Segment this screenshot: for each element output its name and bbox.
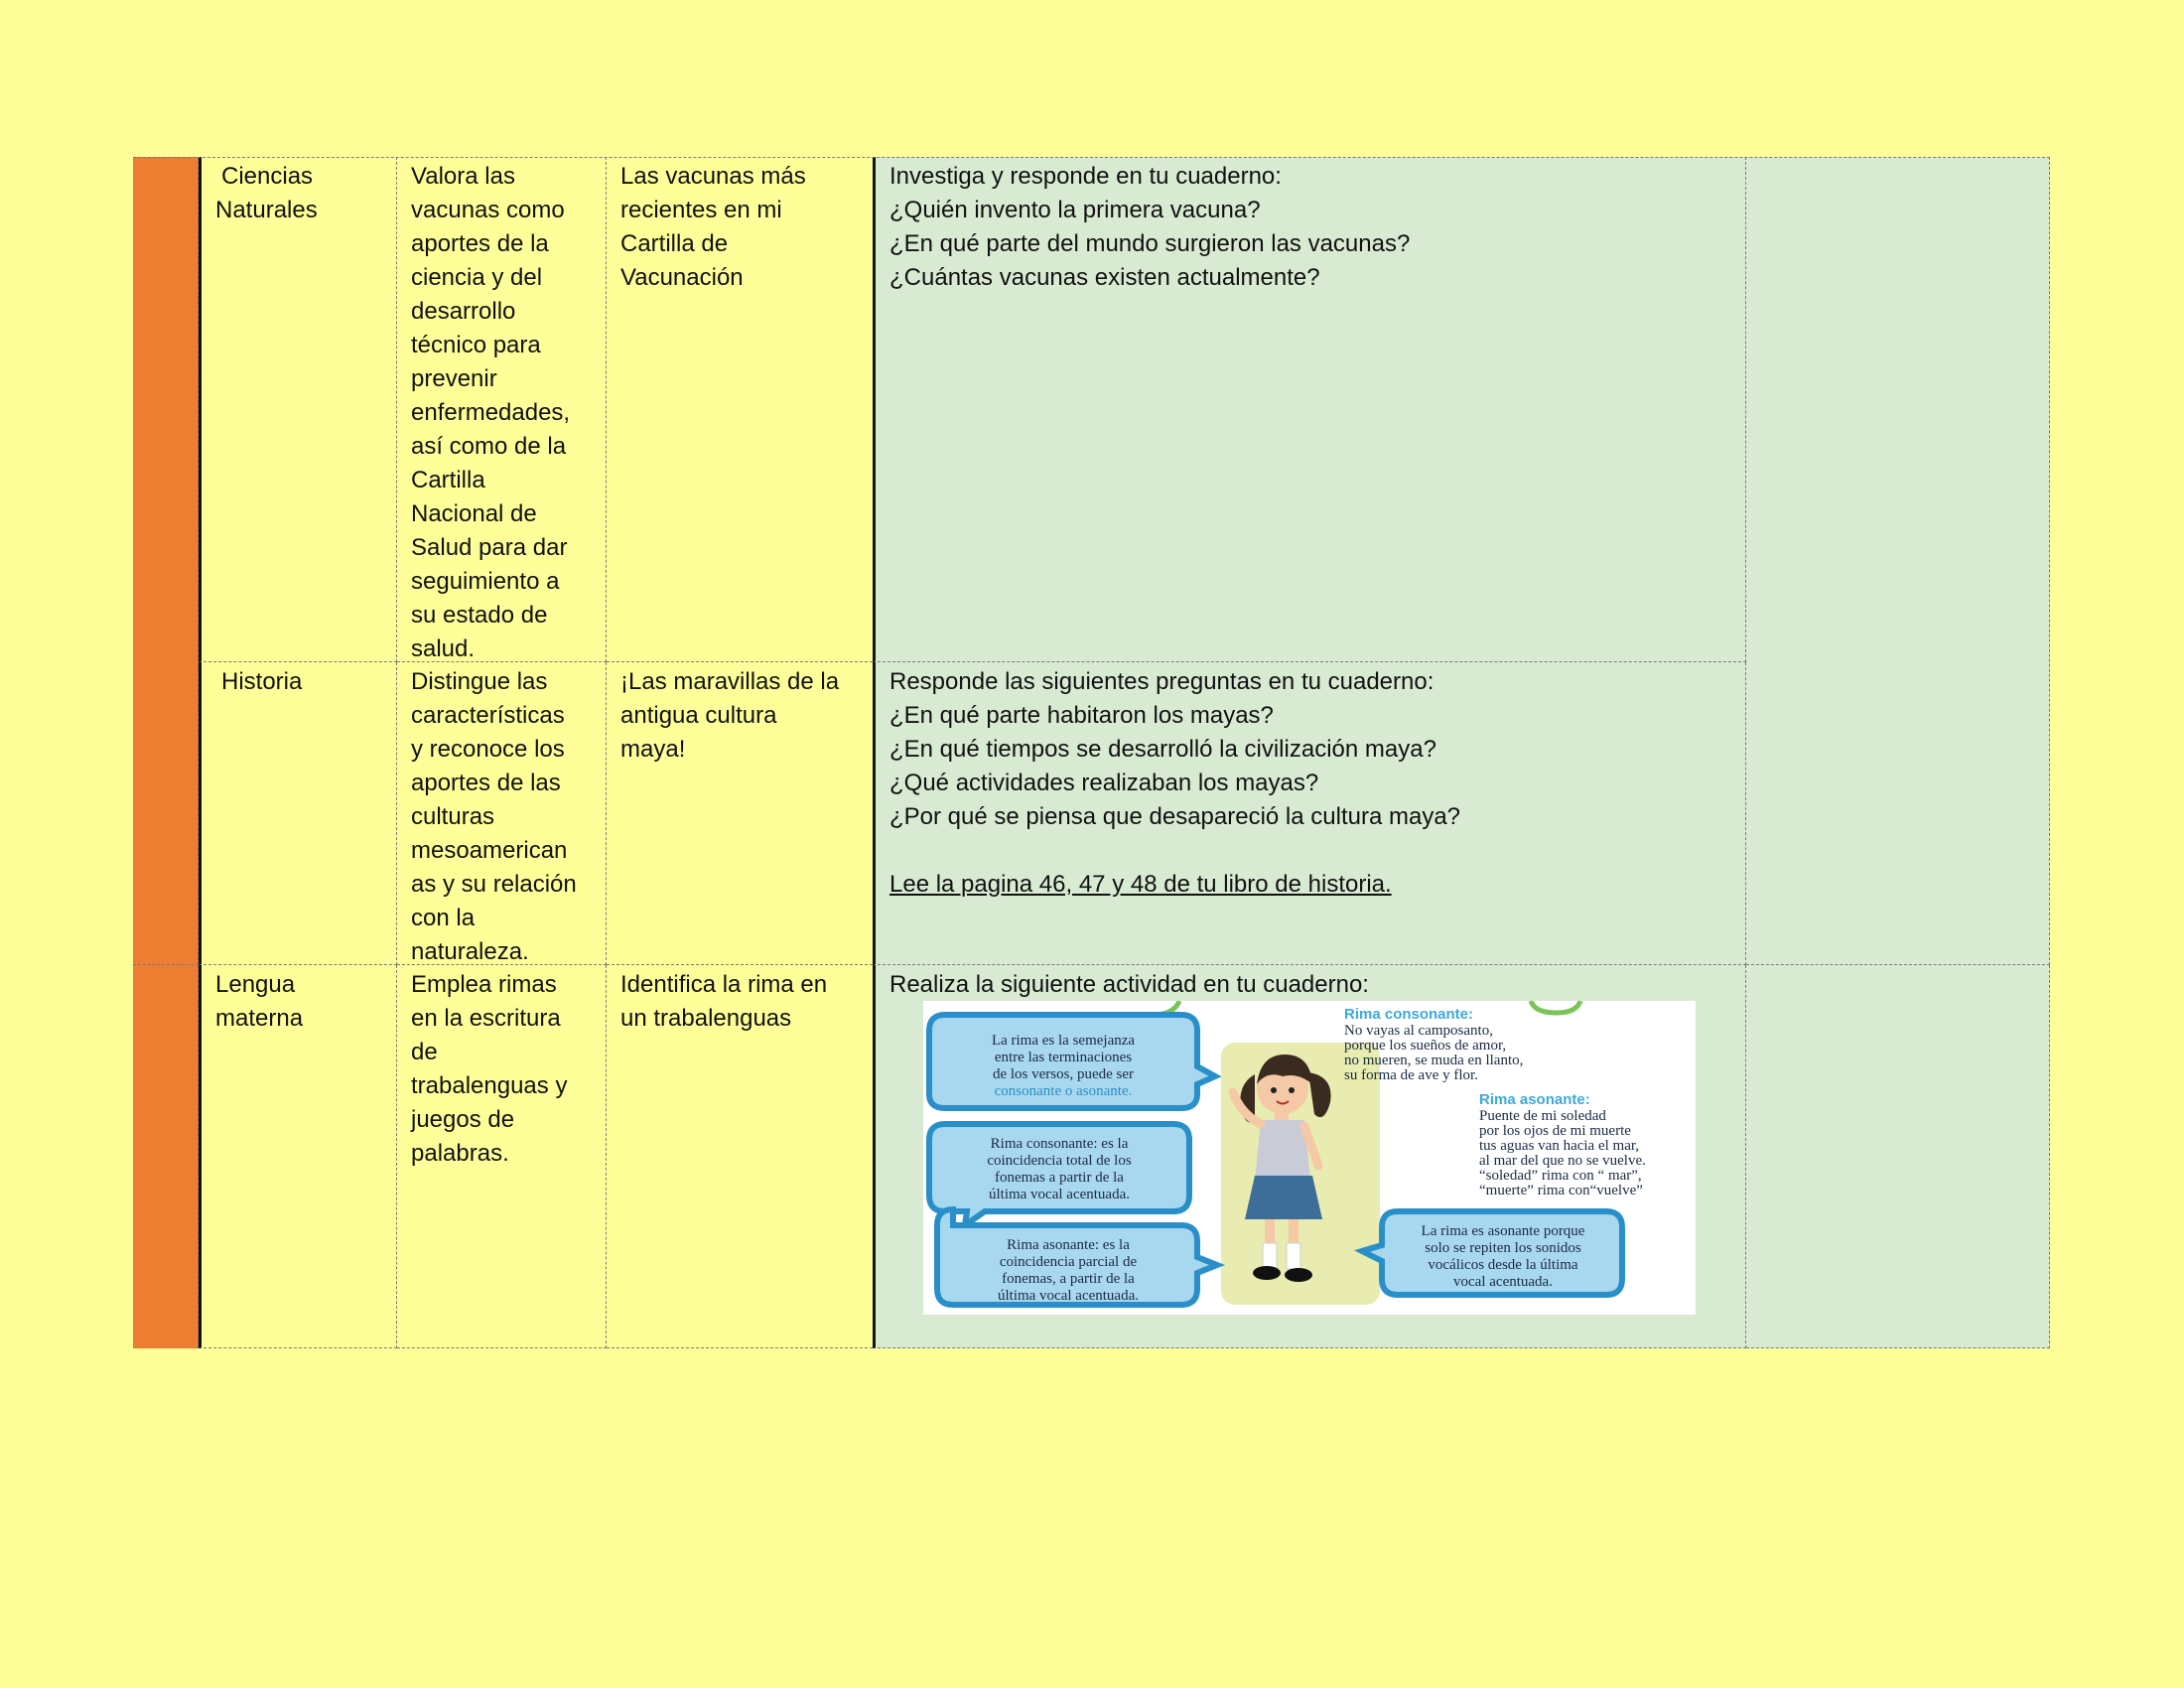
subject-cell-historia	[199, 662, 397, 965]
subject-line: materna	[215, 1005, 304, 1032]
learning-line: Valora las	[411, 163, 515, 190]
topic-cell-historia	[607, 662, 873, 965]
activity-cell-historia	[873, 662, 1746, 965]
topic-cell-ciencias	[607, 157, 873, 662]
learning-line: de	[411, 1039, 438, 1065]
bubble-text: fonemas a partir de la	[995, 1170, 1124, 1186]
bubble-text: vocal acentuada.	[1453, 1274, 1553, 1290]
topic-line: recientes en mi	[620, 197, 782, 223]
bubble-text: Rima consonante: es la	[990, 1136, 1129, 1152]
subject-cell-lengua	[199, 965, 397, 1348]
bubble-text: entre las terminaciones	[994, 1050, 1133, 1065]
rima-asonante-title: Rima asonante:	[1479, 1091, 1590, 1108]
learning-line: así como de la	[411, 433, 567, 460]
poem-line: “soledad” rima con “ mar”,	[1479, 1168, 1642, 1184]
reading-assignment-link[interactable]: Lee la pagina 46, 47 y 48 de tu libro de historia.	[889, 871, 1392, 898]
learning-line: prevenir	[411, 365, 497, 392]
learning-cell-historia	[397, 662, 607, 965]
topic-line: ¡Las maravillas de la	[620, 668, 840, 695]
learning-line: Nacional de	[411, 500, 537, 527]
learning-line: enfermedades,	[411, 399, 571, 426]
topic-line: Las vacunas más	[620, 163, 806, 190]
table-top-border	[133, 157, 2050, 158]
topic-line: antigua cultura	[620, 702, 777, 729]
learning-line: as y su relación	[411, 871, 577, 898]
notes-cell-2	[1746, 965, 2050, 1348]
bubble-text: Rima asonante: es la	[1007, 1237, 1130, 1253]
poem-line: su forma de ave y flor.	[1344, 1067, 1478, 1083]
activity-line: Investiga y responde en tu cuaderno:	[889, 163, 1282, 190]
activity-line: ¿Qué actividades realizaban los mayas?	[889, 770, 1319, 796]
side-band-1	[133, 157, 199, 965]
learning-line: Cartilla	[411, 467, 485, 493]
notes-cell-1	[1746, 157, 2050, 965]
poem-line: Puente de mi soledad	[1479, 1108, 1606, 1124]
learning-line: su estado de	[411, 602, 548, 629]
bubble-text: La rima es la semejanza	[991, 1033, 1136, 1049]
learning-line: ciencia y del	[411, 264, 543, 291]
activity-line: ¿Por qué se piensa que desapareció la cultura maya?	[889, 803, 1461, 830]
subject-line: Lengua	[215, 971, 296, 998]
learning-line: trabalenguas y	[411, 1072, 568, 1099]
speech-bubble-explicacion	[1362, 1211, 1622, 1295]
activity-line: ¿En qué parte habitaron los mayas?	[889, 702, 1274, 729]
learning-line: Distingue las	[411, 668, 548, 695]
topic-cell-lengua	[607, 965, 873, 1348]
learning-line: aportes de la	[411, 230, 549, 257]
subject-line: Ciencias	[221, 163, 314, 190]
learning-line: aportes de las	[411, 770, 561, 796]
speech-bubble-asonante	[937, 1209, 1217, 1305]
bubble-text: vocálicos desde la última	[1428, 1257, 1578, 1273]
learning-line: características	[411, 702, 565, 729]
topic-line: Vacunación	[620, 264, 744, 291]
topic-line: Identifica la rima en	[620, 971, 828, 998]
activity-line: ¿Cuántas vacunas existen actualmente?	[889, 264, 1320, 291]
bubble-text: La rima es asonante porque	[1421, 1223, 1585, 1239]
poem-line: tus aguas van hacia el mar,	[1479, 1138, 1640, 1154]
learning-line: Salud para dar	[411, 534, 568, 561]
learning-line: Emplea rimas	[411, 971, 557, 998]
learning-line: mesoamerican	[411, 837, 568, 864]
learning-line: desarrollo	[411, 298, 516, 325]
learning-line: con la	[411, 905, 476, 931]
subject-cell-ciencias	[199, 157, 397, 662]
poem-line: “muerte” rima con“vuelve”	[1479, 1183, 1643, 1198]
bubble-text: última vocal acentuada.	[997, 1288, 1140, 1304]
poem-line: por los ojos de mi muerte	[1479, 1123, 1631, 1139]
learning-line: culturas	[411, 803, 495, 830]
learning-cell-ciencias	[397, 157, 607, 662]
activity-line: ¿En qué parte del mundo surgieron las vacunas?	[889, 230, 1411, 257]
learning-line: naturaleza.	[411, 938, 529, 965]
activity-line: Realiza la siguiente actividad en tu cuaderno:	[889, 971, 1369, 998]
learning-cell-lengua	[397, 965, 607, 1348]
activity-cell-ciencias	[873, 157, 1746, 662]
activity-line: ¿En qué tiempos se desarrolló la civilización maya?	[889, 736, 1436, 763]
bubble-text: última vocal acentuada.	[988, 1187, 1131, 1202]
speech-bubble-rima	[929, 1015, 1215, 1108]
bubble-text: fonemas, a partir de la	[1002, 1271, 1135, 1287]
learning-line: en la escritura	[411, 1005, 561, 1032]
bubble-text: coincidencia parcial de	[999, 1254, 1138, 1270]
activity-line: Responde las siguientes preguntas en tu cuaderno:	[889, 668, 1434, 695]
learning-line: seguimiento a	[411, 568, 560, 595]
learning-line: vacunas como	[411, 197, 565, 223]
learning-line: juegos de	[411, 1106, 515, 1133]
bubble-text: solo se repiten los sonidos	[1425, 1240, 1581, 1256]
learning-line: salud.	[411, 635, 476, 662]
decor-green-arc	[1531, 1001, 1580, 1013]
subject-line: Historia	[221, 668, 303, 695]
learning-line: y reconoce los	[411, 736, 565, 763]
poem-line: No vayas al camposanto,	[1344, 1023, 1493, 1039]
activity-line: ¿Quién invento la primera vacuna?	[889, 197, 1261, 223]
blank-line	[889, 834, 1733, 868]
rima-consonante-title: Rima consonante:	[1344, 1006, 1474, 1023]
poem-line: porque los sueños de amor,	[1344, 1038, 1507, 1054]
topic-line: Cartilla de	[620, 230, 729, 257]
topic-line: un trabalenguas	[620, 1005, 792, 1032]
poem-line: al mar del que no se vuelve.	[1479, 1153, 1646, 1169]
learning-line: palabras.	[411, 1140, 509, 1167]
bubble-text: coincidencia total de los	[987, 1153, 1132, 1169]
bubble-text: consonante o asonante.	[994, 1083, 1133, 1099]
topic-line: maya!	[620, 736, 686, 763]
side-band-2	[133, 965, 199, 1348]
rhyme-illustration-svg	[923, 1001, 1696, 1315]
poem-line: no mueren, se muda en llanto,	[1344, 1053, 1524, 1068]
subject-line: Naturales	[215, 197, 318, 223]
rhyme-illustration	[923, 1001, 1696, 1315]
speech-bubble-consonante	[929, 1124, 1189, 1225]
bubble-text: de los versos, puede ser	[992, 1066, 1135, 1082]
learning-line: técnico para	[411, 332, 541, 358]
